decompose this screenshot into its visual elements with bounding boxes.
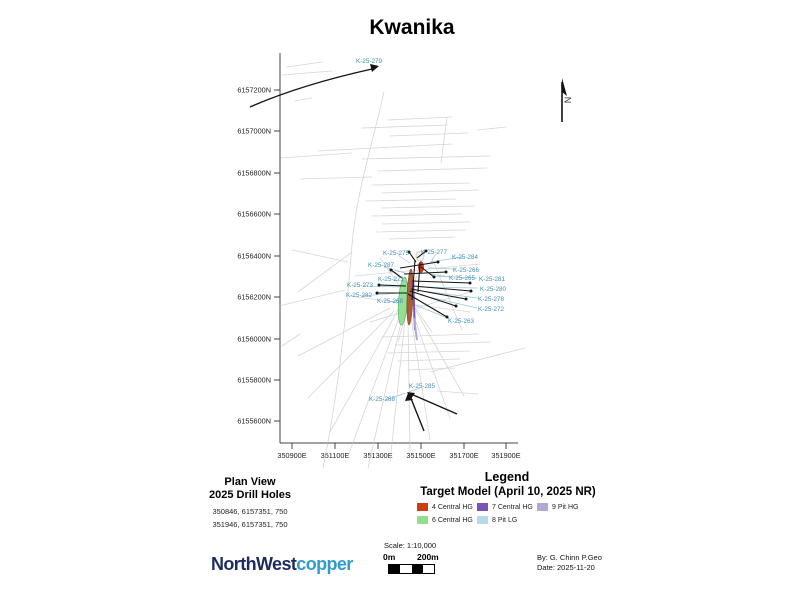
legend-swatch-4-central-hg	[417, 503, 428, 511]
legend-swatch-7-central-hg	[477, 503, 488, 511]
x-tick-marks	[292, 443, 506, 449]
drill-hole-label: K-25-263	[448, 318, 474, 325]
legend-subtitle: Target Model (April 10, 2025 NR)	[420, 486, 596, 498]
legend-title: Legend	[484, 470, 530, 484]
x-tick-label: 351900E	[491, 451, 521, 460]
author-credit: By: G. Chinn P.Geo	[537, 553, 602, 562]
y-tick-label: 6157200N	[237, 85, 271, 95]
y-tick-label: 6157000N	[237, 126, 271, 136]
legend-item	[417, 516, 473, 524]
scale-ratio-label: Scale: 1:10,000	[384, 541, 437, 550]
legend-swatch-6-central-hg	[417, 516, 428, 524]
drill-hole-label: K-25-284	[452, 254, 478, 261]
logo-part-northwest: NorthWest	[211, 554, 297, 574]
drill-hole-label: K-25-282	[346, 292, 372, 299]
y-tick-label: 6156000N	[237, 334, 271, 344]
scale-bar-segment	[400, 565, 411, 573]
drill-hole-label: K-25-281	[479, 276, 505, 283]
y-tick-label: 6155800N	[237, 375, 271, 385]
scale-bar	[388, 564, 435, 574]
north-arrow-label: N	[562, 96, 573, 104]
drill-hole-label: K-25-265	[449, 275, 475, 282]
page-title: Kwanika	[369, 16, 455, 39]
x-tick-label: 351700E	[449, 451, 479, 460]
x-tick-label: 351500E	[406, 451, 436, 460]
drill-hole-label: K-25-287	[368, 262, 394, 269]
x-axis-labels	[277, 451, 520, 460]
drill-hole-label: K-25-278	[478, 296, 504, 303]
y-tick-label: 6155600N	[237, 416, 271, 426]
drill-hole-label: K-25-288	[369, 396, 395, 403]
drill-hole-label: K-25-280	[480, 286, 506, 293]
scale-zero-label: 0m	[383, 552, 396, 562]
y-axis-labels	[237, 86, 271, 426]
legend-swatch-9-pit-hg	[537, 503, 548, 511]
drill-hole-label: K-25-275	[383, 250, 409, 257]
axes	[280, 53, 518, 443]
drill-holes-label: 2025 Drill Holes	[209, 489, 291, 501]
drill-hole-label: K-25-285	[409, 383, 435, 390]
y-tick-marks	[274, 90, 280, 421]
corner-coordinate-2: 351946, 6157351, 750	[212, 520, 288, 529]
north-arrow	[562, 78, 573, 122]
legend-swatch-8-pit-lg	[477, 516, 488, 524]
scale-bar-segment	[389, 565, 400, 573]
legend-item-label: 4 Central HG	[432, 503, 473, 511]
scale-bar-segment	[412, 565, 423, 573]
drill-hole-label: K-25-271	[378, 276, 404, 283]
historic-drill-traces	[279, 62, 525, 468]
legend-item-label: 6 Central HG	[432, 516, 473, 524]
drill-hole-label: K-25-277	[421, 249, 447, 256]
logo-part-copper: copper	[296, 554, 353, 574]
scale-max-label: 200m	[417, 552, 439, 562]
northwest-copper-logo	[211, 554, 353, 575]
drill-hole-label: K-25-266	[453, 267, 479, 274]
corner-coordinate-1: 350846, 6157351, 750	[212, 507, 288, 516]
y-tick-label: 6156600N	[237, 209, 271, 219]
x-tick-label: 351300E	[363, 451, 393, 460]
legend-item-label: 8 Pit LG	[492, 516, 518, 524]
drill-hole-label: K-25-272	[478, 306, 504, 313]
scale-bar-segment	[423, 565, 434, 573]
y-tick-label: 6156400N	[237, 251, 271, 261]
x-tick-label: 350900E	[277, 451, 307, 460]
y-tick-label: 6156800N	[237, 168, 271, 178]
legend-item	[417, 503, 473, 511]
x-tick-label: 351100E	[320, 451, 350, 460]
plan-view-label: Plan View	[224, 476, 276, 488]
y-tick-label: 6156200N	[237, 292, 271, 302]
date-credit: Date: 2025-11-20	[537, 563, 595, 572]
drill-hole-label: K-25-279	[356, 58, 382, 65]
legend-item	[477, 503, 533, 511]
drill-hole-label: K-25-273	[347, 282, 373, 289]
legend-item	[537, 503, 578, 511]
legend-item-label: 7 Central HG	[492, 503, 533, 511]
legend-item	[477, 516, 517, 524]
drill-hole-label: K-25-268	[377, 298, 403, 305]
legend-item-label: 9 Pit HG	[552, 503, 579, 511]
